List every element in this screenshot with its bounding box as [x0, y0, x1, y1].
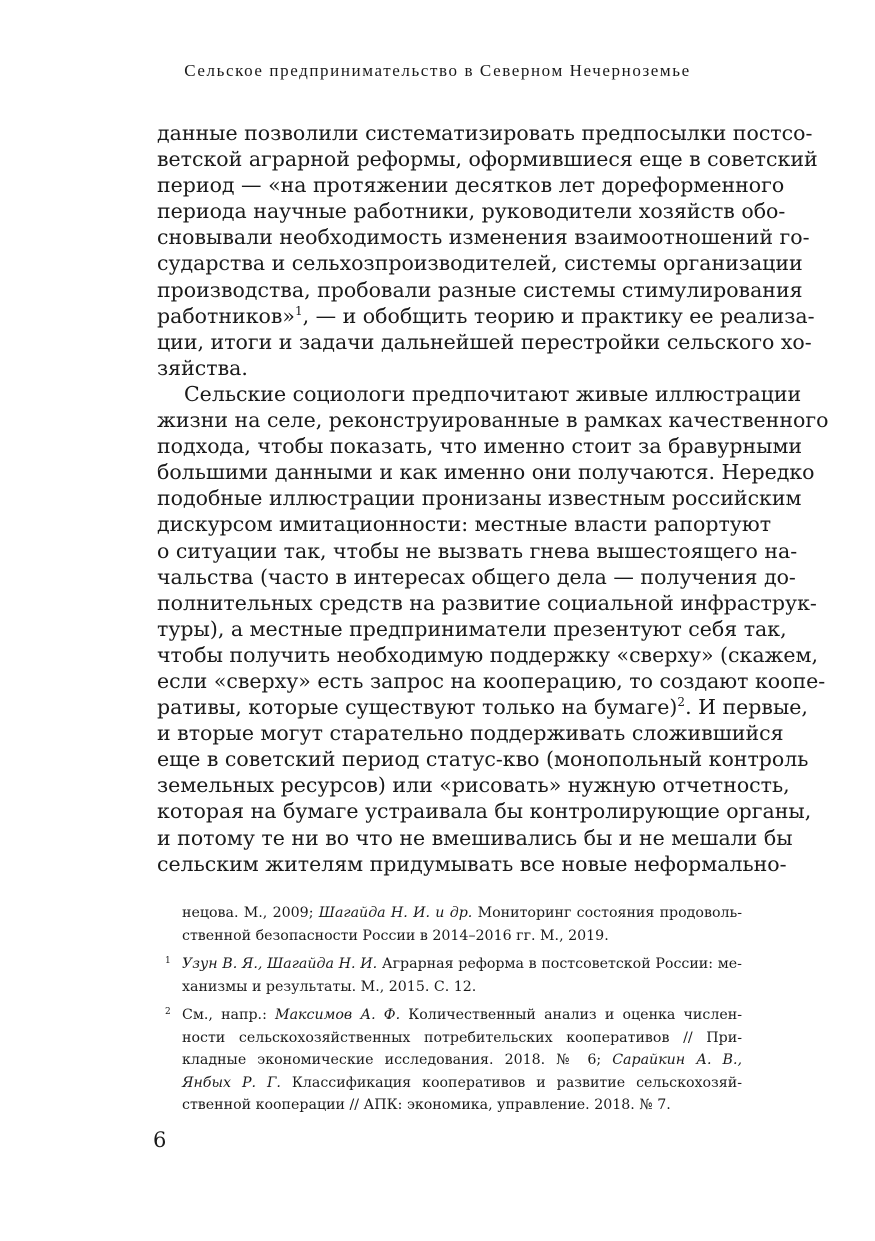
footnote-line: кладные экономические исследования. 2018. № 6; Сарайкин А. В., [182, 1052, 742, 1068]
author-name: Шагайда Н. И. и др. [318, 905, 473, 921]
footnote-2-number: 2 [165, 1007, 171, 1017]
text-line: еще в советский период статус-кво (монопольный контроль [157, 747, 809, 772]
author-name: Максимов А. Ф. [275, 1007, 401, 1023]
text-line: полнительных средств на развитие социальной инфраструк- [157, 590, 817, 615]
text-line: подхода, чтобы показать, что именно стоит за бравурными [157, 434, 803, 459]
paragraph-2 [157, 381, 829, 877]
text-line: земельных ресурсов) или «рисовать» нужную отчетность, [157, 773, 790, 798]
footnote-1 [157, 953, 742, 998]
author-name: Янбых Р. Г. [182, 1074, 281, 1091]
paragraph-1 [157, 120, 818, 381]
text-line: период — «на протяжении десятков лет дореформенного [157, 173, 785, 198]
text-line: о ситуации так, чтобы не вызвать гнева вышестоящего на- [157, 538, 798, 563]
footnote-2 [157, 1004, 742, 1117]
text-line: данные позволили систематизировать предпосылки постсо- [157, 121, 813, 145]
author-name: Сарайкин А. В., [612, 1052, 742, 1068]
footnote-line: ности сельскохозяйственных потребительских кооперативов // При- [182, 1029, 742, 1046]
text-line: дискурсом имитационности: местные власти рапортуют [157, 512, 772, 537]
text-line: сударства и сельхозпроизводителей, системы организации [157, 251, 803, 276]
body-text [157, 120, 829, 877]
text-line: если «сверху» есть запрос на кооперацию, то создают коопе- [157, 668, 826, 693]
text-line-with-ref-1: работников»$^1$, — и обобщить теорию и практику ее реализа- [157, 303, 815, 328]
text-line: сельским жителям придумывать все новые неформально- [157, 851, 787, 876]
text-line: и вторые могут старательно поддерживать сложившийся [157, 721, 784, 746]
footnote-line: Янбых Р. Г. Классификация кооперативов и развитие сельскохозяй- [182, 1074, 742, 1091]
running-head: Сельское предпринимательство в Северном Нечерноземье [184, 61, 691, 80]
text-line: сновывали необходимость изменения взаимоотношений го- [157, 225, 810, 250]
text-line: производства, пробовали разные системы стимулирования [157, 277, 803, 302]
text-line: и потому те ни во что не вмешивались бы и не мешали бы [157, 825, 793, 850]
author-name: Узун В. Я., Шагайда Н. И. [182, 956, 378, 972]
footnote-line: нецова. М., 2009; Шагайда Н. И. и др. Мониторинг состояния продоволь- [182, 905, 743, 921]
footnote-continuation [157, 902, 742, 947]
text-line: ветской аграрной реформы, оформившиеся еще в советский [157, 147, 818, 172]
text-line: Сельские социологи предпочитают живые иллюстрации [184, 381, 802, 406]
text-line: периода научные работники, руководители хозяйств обо- [157, 199, 786, 224]
footnote-line: ственной кооперации // АПК: экономика, управление. 2018. № 7. [182, 1097, 671, 1113]
text-line-with-ref-2: ративы, которые существуют только на бумаге)$^2$. И первые, [157, 695, 808, 720]
footnote-ref: 1 [294, 303, 303, 318]
footnote-line: ственной безопасности России в 2014–2016 гг. М., 2019. [182, 927, 609, 944]
footnotes [157, 902, 742, 1123]
page-number: 6 [153, 1128, 167, 1152]
text-line: жизни на селе, реконструированные в рамках качественного [157, 408, 829, 433]
footnote-line: Узун В. Я., Шагайда Н. И. Аграрная реформа в постсоветской России: ме- [182, 956, 742, 972]
text-line: большими данными и как именно они получаются. Нередко [157, 460, 815, 485]
footnote-line: См., напр.: Максимов А. Ф. Количественный анализ и оценка числен- [182, 1007, 742, 1023]
footnote-ref: 2 [677, 695, 686, 710]
text-line: ции, итоги и задачи дальнейшей перестройки сельского хо- [157, 329, 812, 354]
footnote-1-number: 1 [165, 956, 171, 966]
text-line: туры), а местные предприниматели презентуют себя так, [157, 616, 787, 641]
text-line: чальства (часто в интересах общего дела — получения до- [157, 564, 796, 589]
text-line: чтобы получить необходимую поддержку «сверху» (скажем, [157, 642, 818, 667]
footnote-line: ханизмы и результаты. М., 2015. С. 12. [182, 978, 477, 995]
text-line: подобные иллюстрации пронизаны известным российским [157, 486, 802, 511]
text-line: которая на бумаге устраивала бы контролирующие органы, [157, 799, 812, 824]
text-line: зяйства. [157, 355, 248, 380]
